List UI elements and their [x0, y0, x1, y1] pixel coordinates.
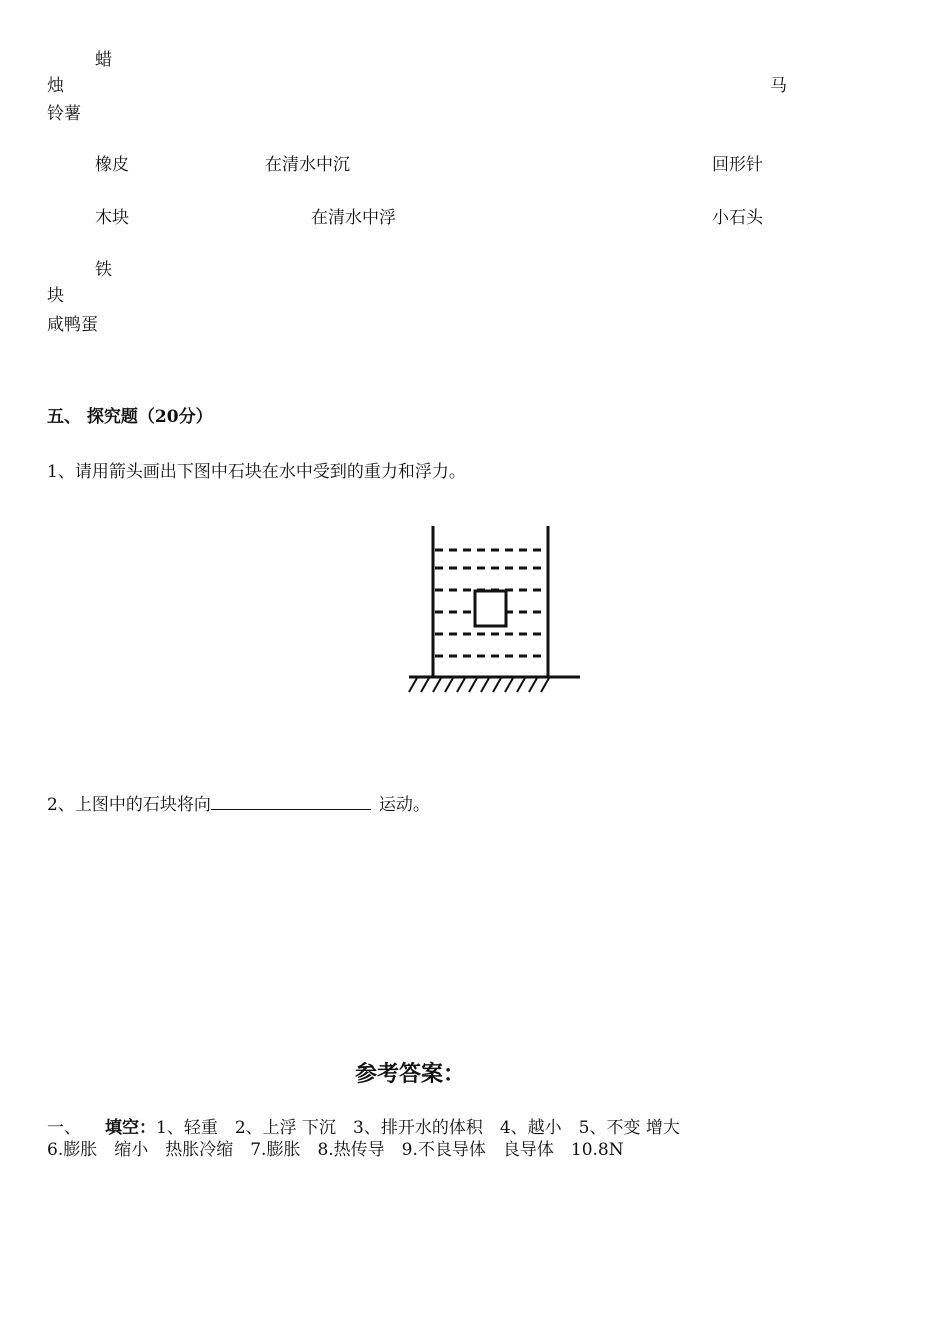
answers-title: 参考答案： [355, 1062, 466, 1087]
item-rubber: 橡皮 [95, 155, 129, 175]
item-stone: 小石头 [712, 208, 763, 228]
label-float: 在清水中浮 [311, 208, 396, 228]
question-2 [47, 795, 430, 815]
label-sink: 在清水中沉 [265, 155, 350, 175]
water-container-figure [405, 520, 585, 700]
item-paperclip: 回形针 [712, 155, 763, 175]
section-heading: 五、 探究题（20分） [47, 407, 213, 427]
answers-label-fill: 填空： [105, 1118, 156, 1138]
question-2-prefix: 2、上图中的石块将向 [47, 795, 211, 815]
item-lb: 烛 [47, 76, 64, 96]
answers-line-1 [47, 1118, 680, 1138]
question-2-suffix: 运动。 [378, 795, 430, 815]
item-rb: 马 [770, 76, 787, 96]
item-iron-a: 铁 [95, 260, 112, 280]
ground-hatching [409, 678, 549, 692]
item-la: 蜡 [95, 50, 112, 70]
question-1: 1、请用箭头画出下图中石块在水中受到的重力和浮力。 [47, 462, 466, 482]
answers-line-2: 6.膨胀 缩小 热胀冷缩 7.膨胀 8.热传导 9.不良导体 良导体 10.8N [47, 1140, 624, 1160]
item-wood: 木块 [95, 208, 129, 228]
answer-blank[interactable] [211, 795, 371, 810]
stone-block [475, 591, 506, 626]
answers-section-number: 一、 [47, 1118, 81, 1138]
item-lc: 铃薯 [47, 104, 81, 124]
item-iron-b: 块 [47, 286, 64, 306]
item-salted-egg: 咸鸭蛋 [47, 315, 98, 335]
answers-fill-text: 1、轻重 2、上浮 下沉 3、排开水的体积 4、越小 5、不变 增大 [156, 1118, 680, 1138]
